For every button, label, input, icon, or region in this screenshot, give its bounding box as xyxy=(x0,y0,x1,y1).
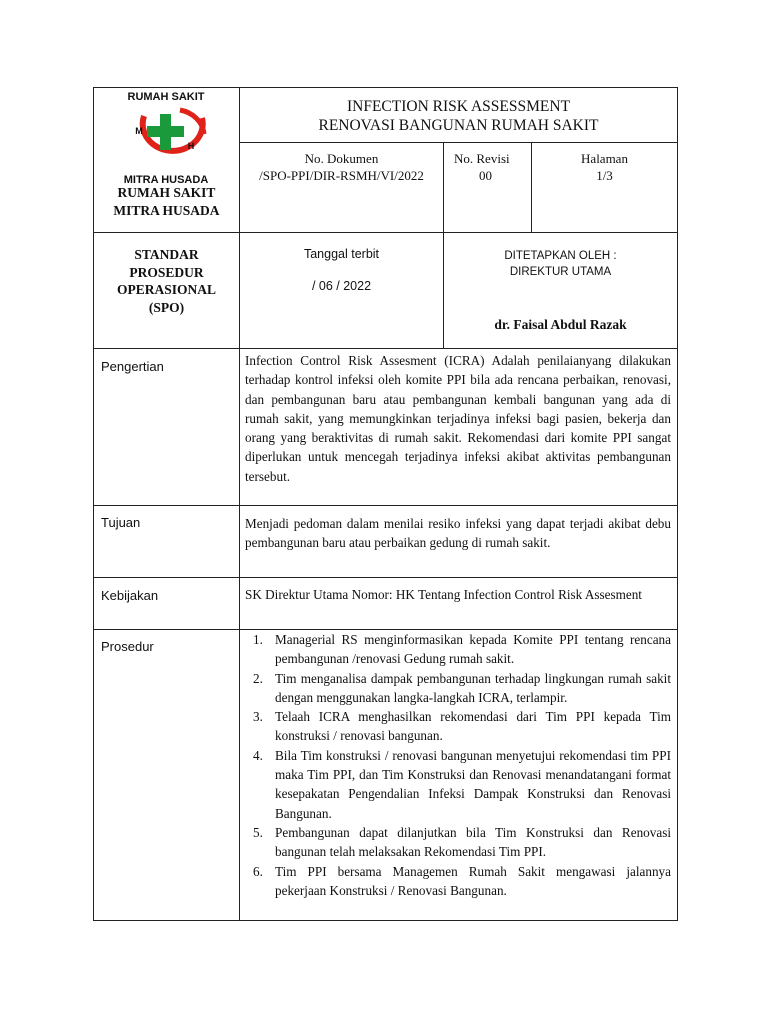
prosedur-label: Prosedur xyxy=(101,639,154,654)
step-number: 5. xyxy=(253,824,263,840)
step-text: Tim menganalisa dampak pembangunan terhadap lingkungan rumah sakit dengan menggunakan langka-langkah ICRA, terlampir. xyxy=(275,670,671,705)
revision xyxy=(454,150,532,184)
spo-label xyxy=(94,246,239,316)
step-text: Tim PPI bersama Managemen Rumah Sakit mengawasi jalannya pekerjaan Konstruksi / Renovasi Bangunan. xyxy=(275,863,671,898)
step-number: 4. xyxy=(253,747,263,763)
doc-number xyxy=(240,150,443,184)
page-label: Halaman xyxy=(581,151,628,166)
revision-label: No. Revisi xyxy=(454,151,510,166)
step-text: Bila Tim konstruksi / renovasi bangunan menyetujui rekomendasi tim PPI maka Tim PPI, dan Tim Konstruksi dan Renovasi menandatangani format kesepakatan Pengendalian Infeksi Dampak Konstruksi dan Renovasi Bangunan. xyxy=(275,747,671,821)
hospital-name-line1: RUMAH SAKIT xyxy=(117,185,216,200)
pengertian-text: Infection Control Risk Assesment (ICRA) Adalah penilaianyang dilakukan terhadap kontrol infeksi oleh komite PPI bila ada rencana perbaikan, renovasi, dan pembangunan baru atau pembangunan kembali bangunan yang ada di rumah sakit, yang memungkinkan terjadinya infeksi bagi pasien, bekerja dan orang yang beraktivitas di rumah sakit. Rekomendasi dari komite PPI sangat diperlukan untuk mencegah terjadinya infeksi akibat aktivitas pembangunan tersebut. xyxy=(245,353,671,484)
prosedur-label-cell xyxy=(93,629,240,921)
spo-label-line1: STANDAR xyxy=(134,247,199,262)
approval-by-line1: DITETAPKAN OLEH : xyxy=(504,250,617,262)
logo-letter-h: H xyxy=(187,141,195,151)
spo-label-line2: PROSEDUR xyxy=(129,264,204,280)
kebijakan-label-cell xyxy=(93,577,240,630)
step-text: Managerial RS menginformasikan kepada Komite PPI tentang rencana pembangunan /renovasi Gedung rumah sakit. xyxy=(275,632,671,667)
hospital-name xyxy=(94,184,239,220)
step-text: Pembangunan dapat dilanjutkan bila Tim Konstruksi dan Renovasi bangunan telah melaksakan Rekomendasi Tim PPI. xyxy=(275,824,671,860)
title-line2: RENOVASI BANGUNAN RUMAH SAKIT xyxy=(318,117,599,134)
prosedur-list xyxy=(245,630,671,900)
list-item xyxy=(245,823,671,862)
logo-bottom-text: MITRA HUSADA xyxy=(123,174,209,186)
spo-label-line3: OPERASIONAL xyxy=(116,282,216,297)
step-number: 1. xyxy=(253,632,263,647)
kebijakan-label: Kebijakan xyxy=(101,588,159,603)
logo-top-text: RUMAH SAKIT xyxy=(127,91,205,103)
title-line1: INFECTION RISK ASSESSMENT xyxy=(346,98,571,115)
step-number: 2. xyxy=(253,670,263,686)
list-item xyxy=(245,669,671,708)
logo-letter-m: M xyxy=(135,126,143,136)
approval-by xyxy=(444,248,677,280)
doc-number-label: No. Dokumen xyxy=(304,151,379,166)
document-title xyxy=(240,97,677,135)
revision-value: 00 xyxy=(479,168,492,183)
page-number xyxy=(532,150,677,184)
doc-number-value: /SPO-PPI/DIR-RSMH/VI/2022 xyxy=(259,168,424,183)
hospital-name-line2: MITRA HUSADA xyxy=(113,203,220,218)
issue-date-value: / 06 / 2022 xyxy=(311,279,372,293)
spo-label-line4: (SPO) xyxy=(148,299,185,315)
approval-by-line2: DIREKTUR UTAMA xyxy=(509,266,612,278)
issue-date-label: Tanggal terbit xyxy=(303,247,380,261)
page-value: 1/3 xyxy=(596,168,613,183)
hospital-logo xyxy=(122,88,210,186)
prosedur-steps xyxy=(245,630,671,900)
director-name: dr. Faisal Abdul Razak xyxy=(494,317,627,332)
list-item xyxy=(245,746,671,823)
pengertian-label: Pengertian xyxy=(101,359,164,374)
step-text: Telaah ICRA menghasilkan rekomendasi dari Tim PPI kepada Tim konstruksi / renovasi bangunan. xyxy=(275,709,671,744)
list-item xyxy=(245,707,671,746)
tujuan-label: Tujuan xyxy=(101,515,141,530)
logo-cross-horizontal xyxy=(147,126,184,137)
list-item xyxy=(245,630,671,669)
tujuan-text: Menjadi pedoman dalam menilai resiko infeksi yang dapat terjadi akibat debu pembangunan baru atau perbaikan gedung di rumah sakit. xyxy=(245,516,671,551)
kebijakan-text: SK Direktur Utama Nomor: HK Tentang Infection Control Risk Assesment xyxy=(245,587,642,602)
list-item xyxy=(245,862,671,901)
step-number: 3. xyxy=(253,709,263,725)
hospital-logo-graphic xyxy=(122,88,210,186)
step-number: 6. xyxy=(253,863,263,879)
